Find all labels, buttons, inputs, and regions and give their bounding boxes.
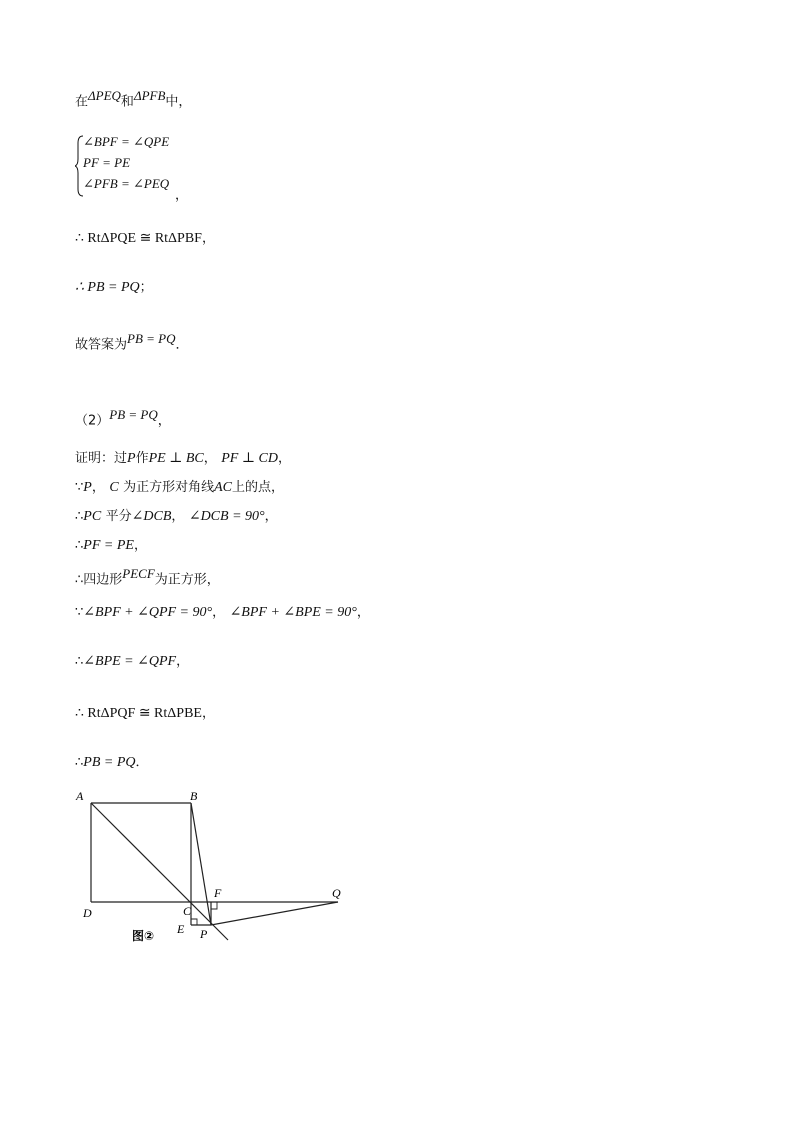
label-b: B [190, 789, 198, 803]
figure-caption: 图② [132, 929, 155, 943]
part2-suffix: ， [157, 413, 171, 429]
intro-prefix: 在 [75, 94, 89, 110]
because-p: P [83, 480, 92, 495]
geometry-figure [70, 785, 360, 955]
intro-and: 和 [120, 94, 134, 110]
result-line-2 [75, 752, 149, 773]
label-c: C [183, 904, 192, 918]
because-line-1 [75, 477, 284, 498]
because-symbol-1: ∵ [75, 480, 84, 495]
because-c: C [109, 480, 119, 495]
because-sep: ， [91, 480, 105, 495]
because-mid: 为正方形对角线 [123, 480, 215, 495]
congruence-text-1: ∴ RtΔPQE ≅ RtΔPBF [75, 231, 202, 246]
result-expr-2: PB = PQ [83, 755, 136, 770]
because-sep-2: ， [212, 605, 226, 620]
right-angle-mark-e [191, 919, 197, 925]
label-a: A [76, 789, 84, 803]
result-suffix-2: ． [135, 755, 149, 770]
therefore-suffix-1: ， [264, 509, 278, 524]
quadrilateral-pecf: PECF [122, 566, 155, 581]
therefore-line-1 [75, 506, 278, 527]
proof-prefix: 证明：过 [75, 451, 128, 466]
therefore-pc: PC [83, 509, 102, 524]
system-eq-2: PF = PE [83, 155, 131, 170]
answer-suffix: ． [175, 337, 189, 353]
label-f: F [214, 886, 222, 900]
proof-point-p: P [127, 451, 136, 466]
therefore-symbol-1: ∴ [75, 509, 84, 524]
therefore-angle: ∠DCB [131, 509, 172, 524]
label-e: E [177, 922, 185, 936]
intro-suffix: 中， [165, 94, 192, 110]
therefore-degree: ∠DCB = 90° [188, 509, 265, 524]
therefore-expr-4: ∠BPE = ∠QPF [83, 654, 177, 669]
proof-sep: ， [203, 451, 217, 466]
equation-system [75, 132, 275, 202]
part2-heading [75, 405, 171, 432]
congruence-suffix-1: ， [201, 231, 215, 246]
diagonal-ac [91, 803, 228, 940]
because-symbol-2: ∵ [75, 605, 84, 620]
triangle-peq: ΔPEQ [88, 88, 121, 103]
therefore-suffix-4: ， [176, 654, 190, 669]
system-comma: ， [175, 188, 189, 203]
therefore-symbol-4: ∴ [75, 654, 84, 669]
proof-mid: 作 [135, 451, 149, 466]
therefore-line-3 [75, 564, 220, 591]
right-angle-mark-f [211, 902, 217, 909]
therefore-suffix-2: ， [133, 538, 147, 553]
proof-suffix: ， [277, 451, 291, 466]
part2-number: （2） [75, 413, 110, 429]
label-q: Q [332, 886, 341, 900]
proof-intro-line [75, 448, 291, 469]
therefore-prefix-3: ∴四边形 [75, 572, 123, 588]
therefore-symbol-2: ∴ [75, 538, 84, 553]
answer-prefix: 故答案为 [75, 337, 128, 353]
result-symbol-2: ∴ [75, 755, 84, 770]
triangle-pfb: ΔPFB [133, 88, 166, 103]
therefore-mid: 平分 [105, 509, 132, 524]
therefore-expr-2: PF = PE [83, 538, 134, 553]
proof-perp-2: PF ⊥ CD [221, 451, 278, 466]
therefore-suffix-3: 为正方形， [154, 572, 220, 588]
therefore-sep: ， [171, 509, 185, 524]
label-p: P [200, 927, 208, 941]
because-line-2 [75, 602, 370, 623]
because-suffix: 上的点， [232, 480, 285, 495]
result-text-1: ∴ PB = PQ [75, 280, 140, 295]
result-suffix-1: ； [139, 280, 153, 295]
result-line-1 [75, 277, 153, 298]
answer-line [75, 329, 189, 356]
congruence-text-2: ∴ RtΔPQF ≅ RtΔPBE [75, 706, 202, 721]
part2-expr: PB = PQ [109, 407, 158, 422]
congruence-suffix-2: ， [201, 706, 215, 721]
segment-pq [211, 902, 338, 925]
triangle-intro-line [75, 86, 191, 113]
proof-perp-1: PE ⊥ BC [148, 451, 204, 466]
answer-expr: PB = PQ [127, 331, 176, 346]
because-angle-sum-1: ∠BPF + ∠QPF = 90° [83, 605, 213, 620]
congruence-line-2 [75, 703, 215, 724]
label-d: D [83, 906, 92, 920]
congruence-line-1 [75, 228, 215, 249]
system-eq-3: ∠PFB = ∠PEQ [83, 176, 170, 191]
because-angle-sum-2: ∠BPF + ∠BPE = 90° [229, 605, 357, 620]
system-eq-1: ∠BPF = ∠QPE [83, 134, 170, 149]
therefore-line-4 [75, 651, 189, 672]
because-ac: AC [214, 480, 233, 495]
therefore-line-2 [75, 535, 147, 556]
because-suffix-2: ， [356, 605, 370, 620]
